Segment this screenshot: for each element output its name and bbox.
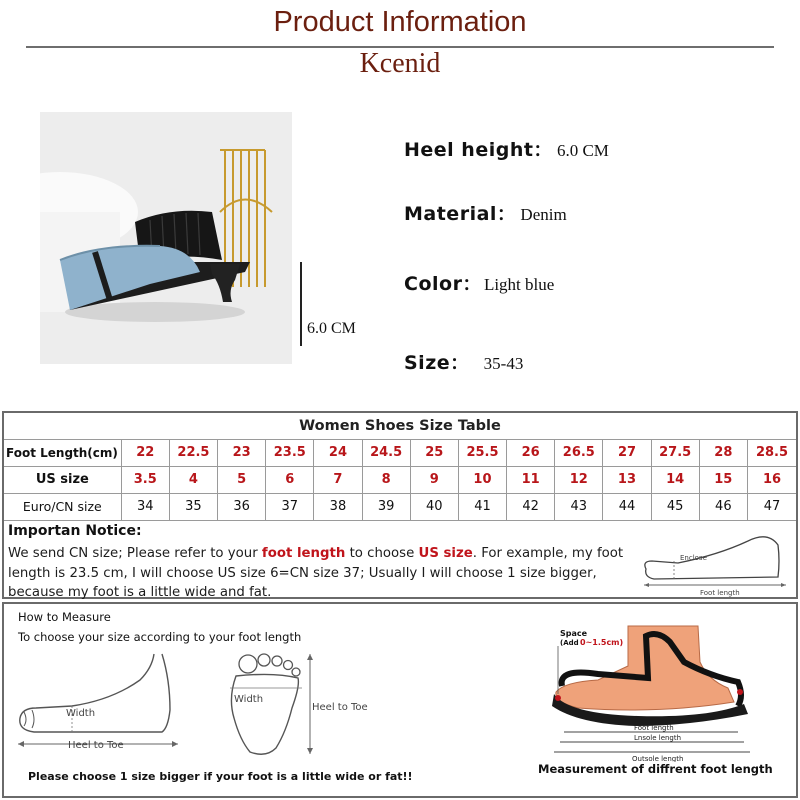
notice-text bbox=[8, 544, 638, 603]
size-cell: 28.5 bbox=[755, 445, 789, 460]
measure-heading: How to Measure bbox=[18, 610, 111, 624]
size-row-us bbox=[4, 467, 796, 494]
insole-length-label: Lnsole length bbox=[634, 734, 682, 742]
size-cell: 36 bbox=[218, 494, 266, 520]
size-cell: 5 bbox=[218, 467, 266, 493]
size-cell: 39 bbox=[363, 494, 411, 520]
spec-size bbox=[404, 348, 523, 375]
size-cell: 34 bbox=[122, 494, 170, 520]
width-label: Width bbox=[66, 708, 96, 719]
size-cell: 22 bbox=[122, 440, 170, 466]
spec-color bbox=[404, 269, 554, 296]
foot-length-comparison-diagram bbox=[538, 622, 768, 762]
notice-heading: Importan Notice: bbox=[8, 523, 142, 539]
height-indicator-line bbox=[300, 262, 302, 346]
size-cell: 43 bbox=[555, 494, 603, 520]
size-cell: 15 bbox=[700, 467, 748, 493]
size-table bbox=[2, 411, 798, 599]
heel-to-toe-label: Heel to Toe bbox=[312, 702, 368, 713]
sandal-illustration bbox=[40, 112, 292, 364]
measure-diagram-title: Measurement of diffrent foot length bbox=[538, 762, 773, 776]
measure-subheading: To choose your size according to your foot length bbox=[18, 630, 302, 644]
size-cell: 45 bbox=[652, 494, 700, 520]
notice-part: to choose bbox=[345, 546, 419, 561]
size-cell: 23.5 bbox=[266, 440, 314, 466]
size-cell: 3.5 bbox=[122, 467, 170, 493]
brand-name: Kcenid bbox=[359, 48, 441, 79]
notice-section bbox=[4, 521, 796, 601]
size-cell: 26.5 bbox=[555, 440, 603, 466]
row-label: Foot Length(cm) bbox=[4, 440, 122, 466]
size-cell: 35 bbox=[170, 494, 218, 520]
size-row-foot-length bbox=[4, 440, 796, 467]
size-cell: 27.5 bbox=[652, 440, 700, 466]
foot-length-label: Foot length bbox=[634, 724, 674, 732]
size-cell: 23 bbox=[218, 440, 266, 466]
foot-length-label: Foot length bbox=[700, 589, 740, 597]
size-cell: 6 bbox=[266, 467, 314, 493]
foot-side-diagram bbox=[638, 525, 796, 597]
spec-value: Denim bbox=[520, 205, 567, 224]
size-row-euro-cn bbox=[4, 494, 796, 521]
row-label: Euro/CN size bbox=[4, 494, 122, 520]
measure-footer-note: Please choose 1 size bigger if your foot is a little wide or fat!! bbox=[28, 770, 413, 783]
size-cell: 47 bbox=[763, 499, 781, 514]
spec-key: Size： bbox=[404, 352, 470, 374]
how-to-measure-panel bbox=[2, 602, 798, 798]
size-cell: 8 bbox=[363, 467, 411, 493]
size-cell: 22.5 bbox=[170, 440, 218, 466]
spec-heel-height bbox=[404, 135, 609, 162]
size-table-title: Women Shoes Size Table bbox=[4, 413, 796, 440]
page-title: Product Information bbox=[273, 6, 527, 38]
size-cell: 38 bbox=[314, 494, 362, 520]
notice-part: We send CN size; Please refer to your bbox=[8, 546, 262, 561]
size-cell: 12 bbox=[555, 467, 603, 493]
product-photo bbox=[40, 112, 292, 364]
notice-part: . For example, my foot length is 23.5 cm, I will choose US size 6=CN size 37; Usually I will choose 1 size bigger, because my foot is a little wide and fat. bbox=[8, 546, 624, 600]
size-cell: 27 bbox=[603, 440, 651, 466]
spec-material bbox=[404, 199, 567, 226]
size-cell: 4 bbox=[170, 467, 218, 493]
spec-value: 35-43 bbox=[483, 354, 524, 373]
notice-highlight: US size bbox=[418, 546, 473, 561]
row-label: US size bbox=[4, 467, 122, 493]
space-range-label: 0~1.5cm) bbox=[580, 638, 624, 647]
size-cell: 16 bbox=[762, 472, 782, 487]
size-cell: 37 bbox=[266, 494, 314, 520]
foot-side-illustration bbox=[638, 525, 796, 597]
foot-top-measure-diagram bbox=[214, 648, 404, 760]
size-cell: 28 bbox=[700, 440, 748, 466]
space-label: Space bbox=[560, 629, 588, 638]
size-cell: 42 bbox=[507, 494, 555, 520]
size-cell: 26 bbox=[507, 440, 555, 466]
size-cell: 24 bbox=[314, 440, 362, 466]
size-cell: 10 bbox=[459, 467, 507, 493]
height-indicator-label: 6.0 CM bbox=[307, 320, 356, 337]
size-cell: 11 bbox=[507, 467, 555, 493]
space-add-label: (Add bbox=[560, 639, 579, 647]
heel-to-toe-label: Heel to Toe bbox=[68, 740, 124, 751]
notice-highlight: foot length bbox=[261, 546, 346, 561]
enclose-label: Enclose bbox=[680, 554, 707, 562]
spec-key: Color： bbox=[404, 273, 482, 295]
foot-side-measure-diagram bbox=[12, 650, 188, 754]
spec-value: Light blue bbox=[483, 275, 555, 294]
size-cell: 7 bbox=[314, 467, 362, 493]
size-cell: 46 bbox=[700, 494, 748, 520]
size-cell: 41 bbox=[459, 494, 507, 520]
size-cell: 40 bbox=[411, 494, 459, 520]
spec-key: Heel height： bbox=[404, 139, 553, 161]
size-cell: 13 bbox=[603, 467, 651, 493]
spec-key: Material： bbox=[404, 203, 517, 225]
size-cell: 24.5 bbox=[363, 440, 411, 466]
outsole-length-label: Outsole length bbox=[632, 755, 684, 762]
size-cell: 25.5 bbox=[459, 440, 507, 466]
size-cell: 25 bbox=[411, 440, 459, 466]
size-cell: 44 bbox=[603, 494, 651, 520]
spec-value: 6.0 CM bbox=[556, 141, 609, 160]
size-cell: 14 bbox=[652, 467, 700, 493]
width-label: Width bbox=[234, 694, 264, 705]
size-cell: 9 bbox=[411, 467, 459, 493]
